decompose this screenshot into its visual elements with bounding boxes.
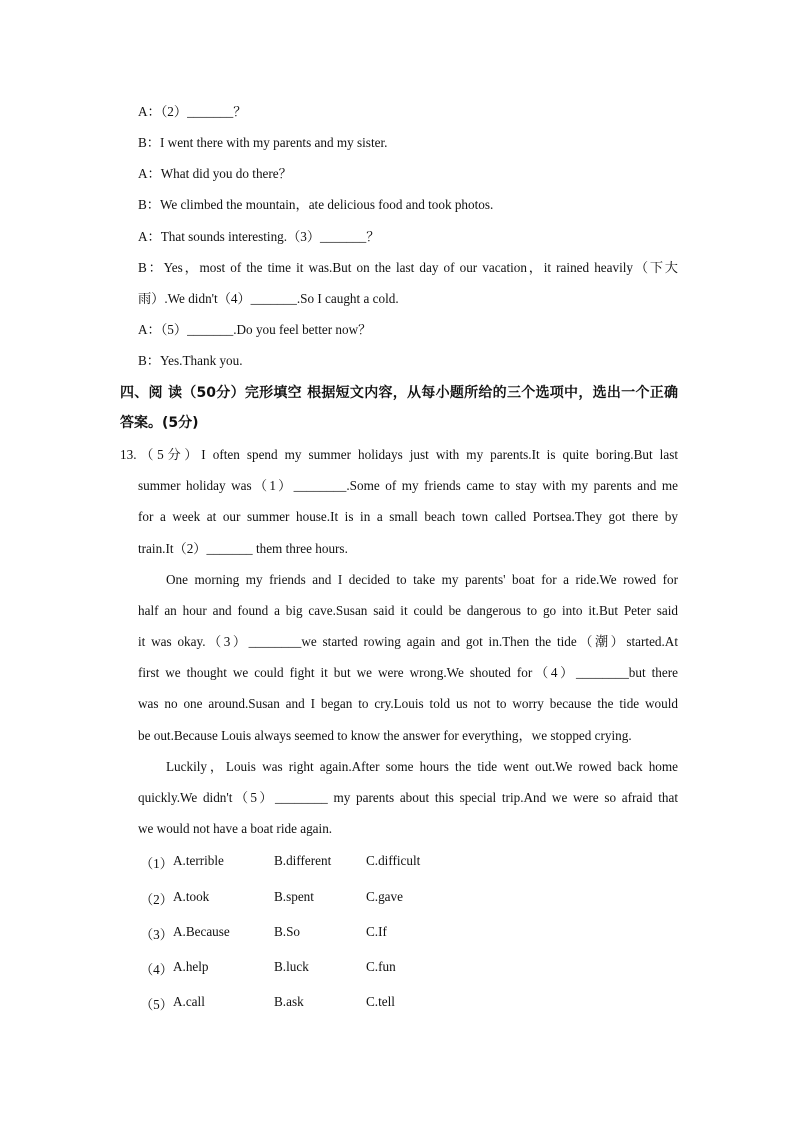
section-heading-cont: 答案。(5分): [120, 415, 199, 431]
dialogue-line: 雨）.We didn't（4）_______.So I caught a cold.: [138, 291, 399, 306]
question-line: quickly.We didn't（5）________ my parents about this special trip.And we were so afraid that: [138, 790, 678, 805]
question-line: was no one around.Susan and I began to cry.Louis told us not to worry because the tide would: [138, 696, 678, 711]
dialogue-line: B：We climbed the mountain，ate delicious food and took photos.: [138, 197, 494, 212]
question-line: summer holiday was（1）________.Some of my friends came to stay with my parents and me: [138, 478, 678, 493]
option-b: B.luck: [274, 959, 309, 974]
dialogue-line: A：That sounds interesting.（3）_______？: [138, 229, 380, 244]
option-c: C.fun: [366, 959, 396, 974]
option-a: A.took: [173, 889, 210, 904]
dialogue-line: A：（2）_______？: [138, 104, 247, 119]
option-number: （3）: [140, 927, 173, 942]
question-line: train.It（2）_______ them three hours.: [138, 541, 348, 556]
option-c: C.tell: [366, 994, 395, 1009]
option-a: A.call: [173, 994, 205, 1009]
question-line: for a week at our summer house.It is in a small beach town called Portsea.They got there by: [138, 509, 678, 524]
dialogue-line: B：Yes，most of the time it was.But on the last day of our vacation，it rained heavily（下大: [138, 260, 678, 275]
option-b: B.So: [274, 924, 301, 939]
option-c: C.If: [366, 924, 387, 939]
option-a: A.help: [173, 959, 209, 974]
question-line: first we thought we could fight it but we were wrong.We shouted for（4）________but there: [138, 665, 678, 680]
question-line: Luckily，Louis was right again.After some hours the tide went out.We rowed back home: [166, 759, 678, 774]
dialogue-line: A：（5）_______.Do you feel better now？: [138, 322, 372, 337]
option-b: B.different: [274, 853, 332, 868]
question-line: it was okay.（3）________we started rowing again and got in.Then the tide（潮）started.At: [138, 634, 678, 649]
option-c: C.difficult: [366, 853, 421, 868]
dialogue-line: A：What did you do there？: [138, 166, 292, 181]
question-line: One morning my friends and I decided to take my parents' boat for a ride.We rowed for: [166, 572, 678, 587]
option-a: A.terrible: [173, 853, 224, 868]
option-number: （2）: [140, 892, 173, 907]
option-c: C.gave: [366, 889, 403, 904]
question-line: we would not have a boat ride again.: [138, 821, 333, 836]
option-b: B.spent: [274, 889, 314, 904]
question-line: 13.（5分）I often spend my summer holidays just with my parents.It is quite boring.But last: [120, 447, 678, 462]
section-heading: 四、阅 读（50分）完形填空 根据短文内容，从每小题所给的三个选项中，选出一个正确: [120, 385, 678, 401]
option-a: A.Because: [173, 924, 230, 939]
option-number: （4）: [140, 962, 173, 977]
option-number: （1）: [140, 856, 173, 871]
question-line: half an hour and found a big cave.Susan said it could be dangerous to go into it.But Peter said: [138, 603, 678, 618]
option-b: B.ask: [274, 994, 304, 1009]
dialogue-line: B：Yes.Thank you.: [138, 353, 243, 368]
question-line: be out.Because Louis always seemed to know the answer for everything，we stopped crying.: [138, 728, 632, 743]
option-number: （5）: [140, 997, 173, 1012]
dialogue-line: B：I went there with my parents and my sister.: [138, 135, 388, 150]
